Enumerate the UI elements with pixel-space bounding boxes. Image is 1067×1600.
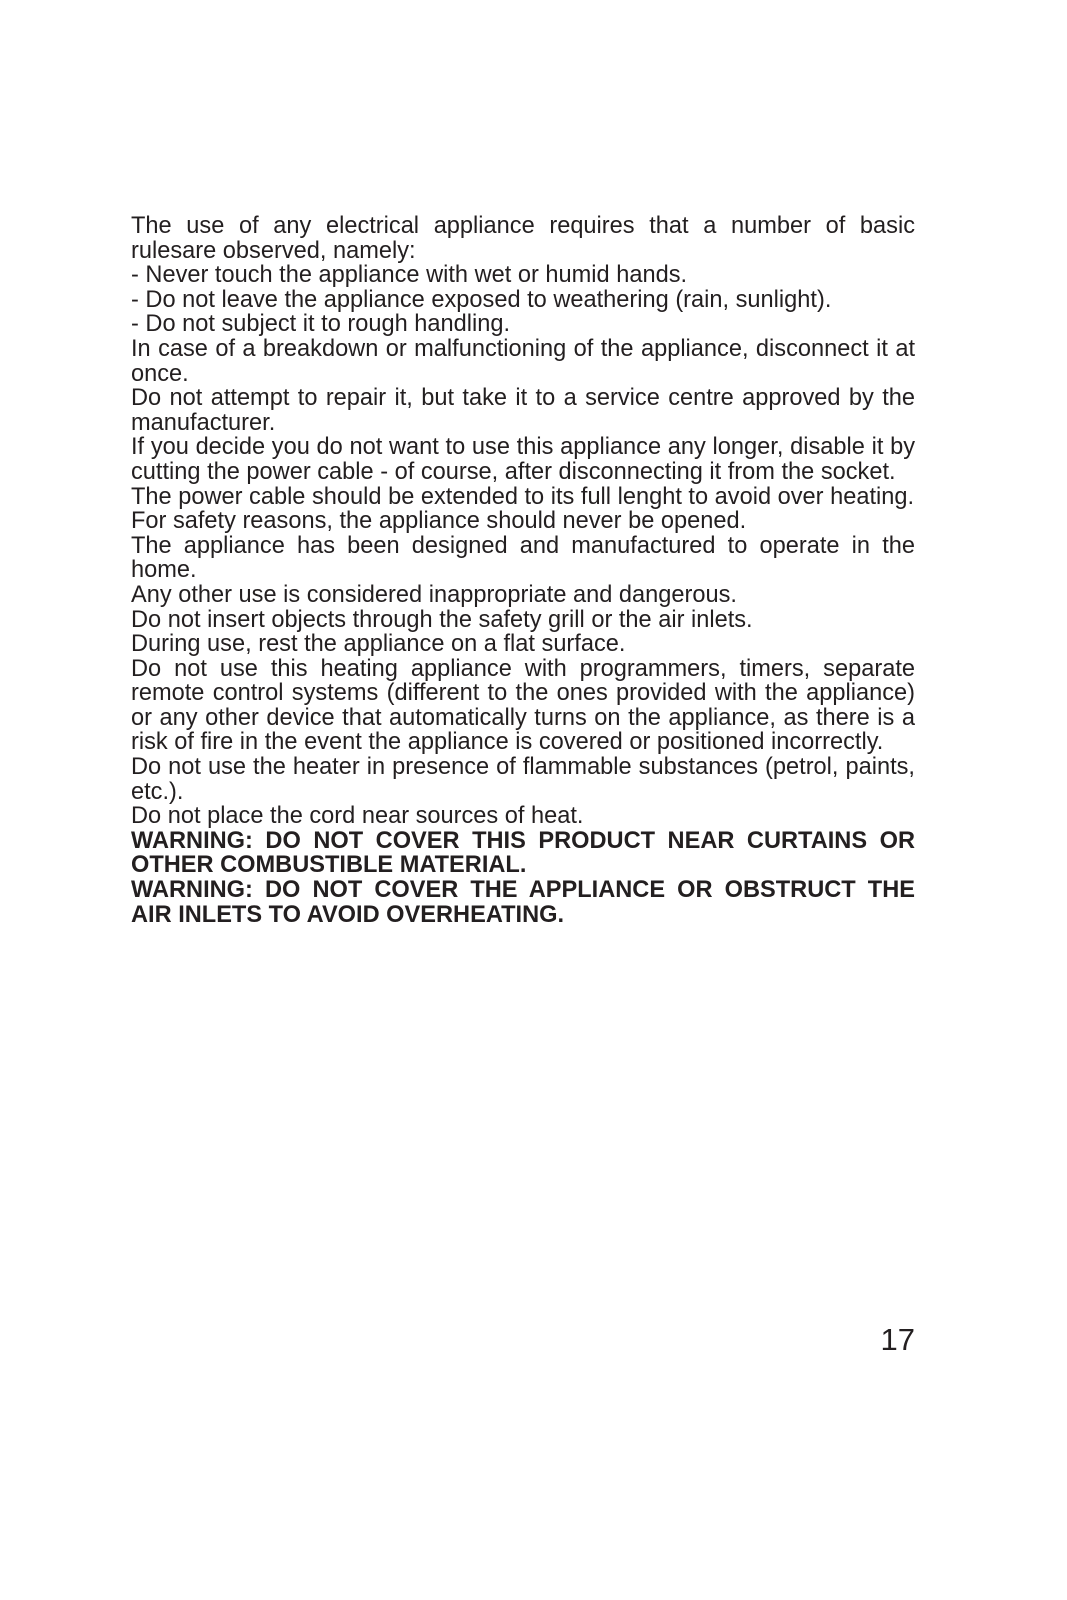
paragraph-power-cable: The power cable should be extended to its full lenght to avoid over heating. <box>131 483 915 510</box>
warning-curtains: WARNING: DO NOT COVER THIS PRODUCT NEAR CURTAINS OR OTHER COMBUSTIBLE MATERIAL. <box>131 827 915 879</box>
paragraph-basic-rules: The use of any electrical appliance requires that a number of basic rulesare observed, namely: <box>131 213 915 264</box>
paragraph-repair: Do not attempt to repair it, but take it to a service centre approved by the manufacturer. <box>131 385 915 436</box>
paragraph-cord-heat: Do not place the cord near sources of heat. <box>131 803 584 830</box>
paragraph-other-use: Any other use is considered inappropriate and dangerous. <box>131 581 737 608</box>
paragraph-insert-objects: Do not insert objects through the safety grill or the air inlets. <box>131 606 753 633</box>
paragraph-programmers: Do not use this heating appliance with programmers, timers, separate remote control systems (different to the ones provided with the appliance) or any other device that automatically turns on the appliance, as there is a risk of fire in the event the appliance is covered or positioned incorrectly. <box>131 655 915 756</box>
document-body <box>131 214 915 927</box>
paragraph-disable: If you decide you do not want to use this appliance any longer, disable it by cutting the power cable - of course, after disconnecting it from the socket. <box>131 434 915 485</box>
warning-overheating: WARNING: DO NOT COVER THE APPLIANCE OR OBSTRUCT THE AIR INLETS TO AVOID OVERHEATING. <box>131 877 915 928</box>
paragraph-flammable: Do not use the heater in presence of flammable substances (petrol, paints, etc.). <box>131 754 915 805</box>
paragraph-never-opened: For safety reasons, the appliance should never be opened. <box>131 508 747 535</box>
paragraph-weathering: - Do not leave the appliance exposed to weathering (rain, sunlight). <box>131 286 832 313</box>
paragraph-rough-handling: - Do not subject it to rough handling. <box>131 311 511 338</box>
paragraph-home-use: The appliance has been designed and manufactured to operate in the home. <box>131 532 915 584</box>
page-number: 17 <box>880 1322 915 1357</box>
paragraph-breakdown: In case of a breakdown or malfunctioning of the appliance, disconnect it at once. <box>131 335 915 387</box>
paragraph-wet-hands: - Never touch the appliance with wet or humid hands. <box>131 262 688 289</box>
paragraph-flat-surface: During use, rest the appliance on a flat surface. <box>131 631 626 658</box>
